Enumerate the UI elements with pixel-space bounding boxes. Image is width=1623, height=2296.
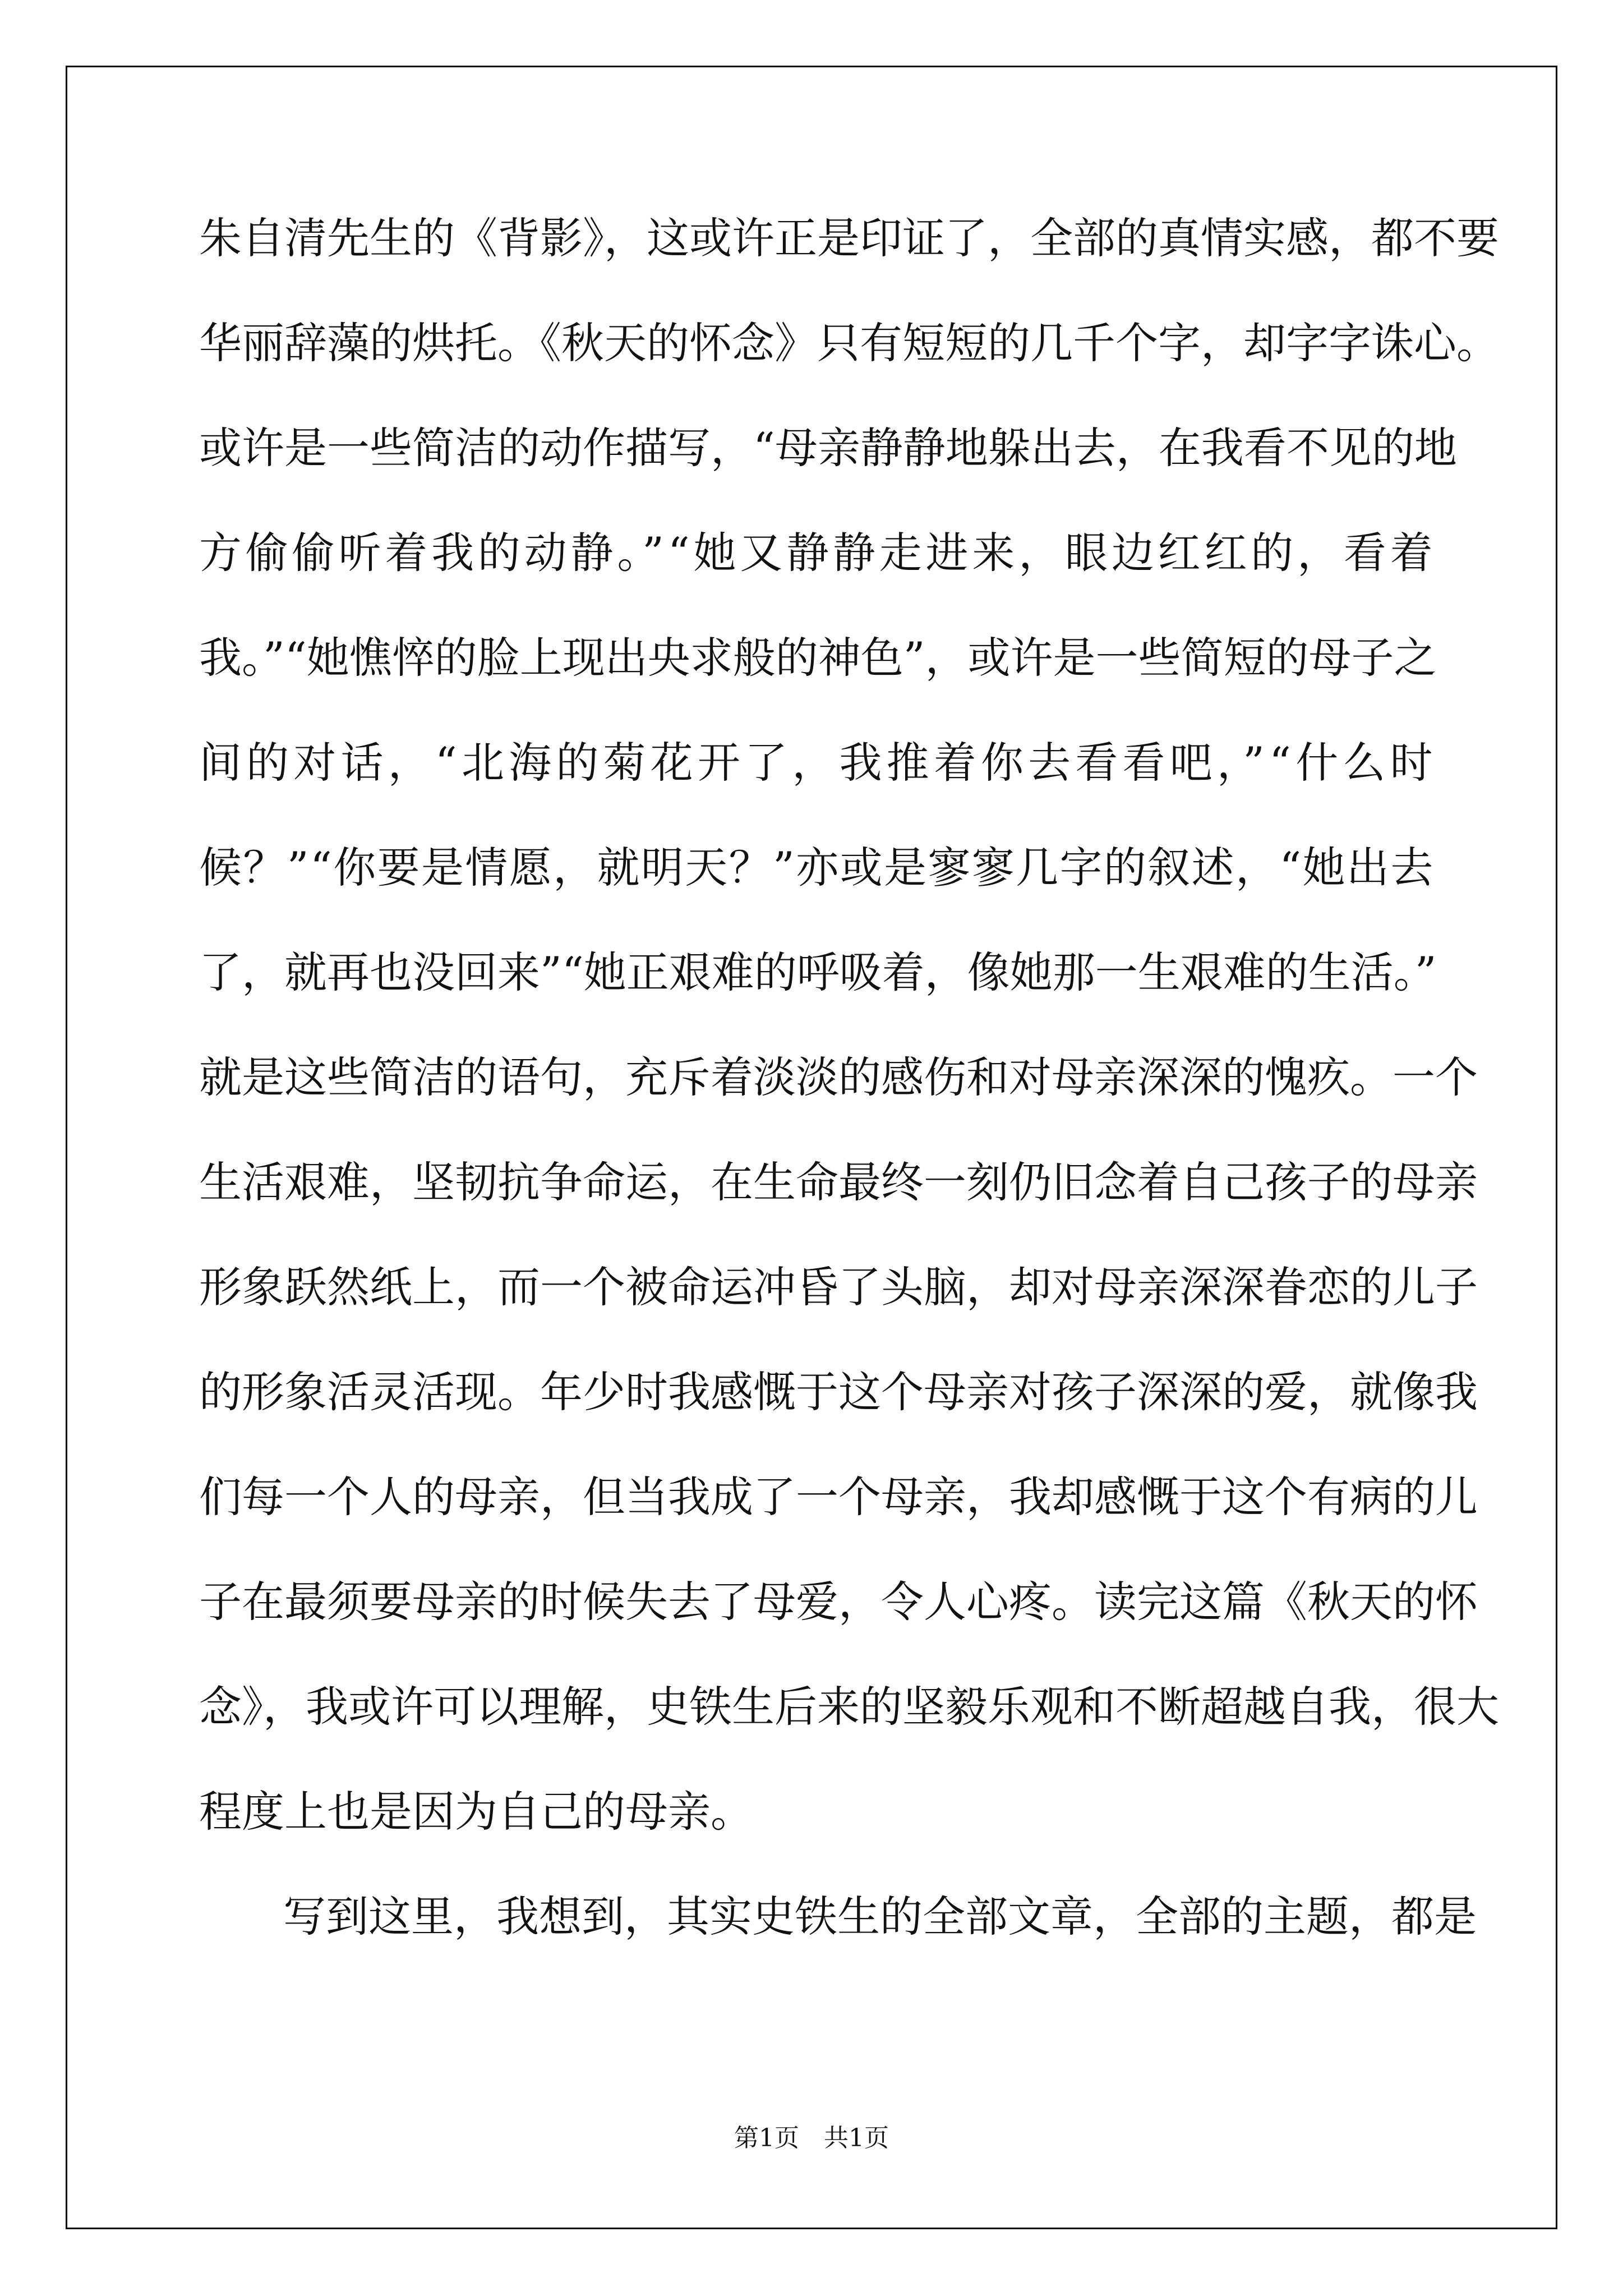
text-line: 们每一个人的母亲，但当我成了一个母亲，我却感慨于这个有病的儿	[199, 1472, 1478, 1522]
text-line: 或许是一些简洁的动作描写，“母亲静静地躲出去，在我看不见的地	[199, 423, 1457, 473]
text-line: 就是这些简洁的语句，充斥着淡淡的感伤和对母亲深深的愧疚。一个	[199, 1052, 1478, 1102]
text-line: 我。”“她憔悴的脸上现出央求般的神色”，或许是一些简短的母子之	[199, 633, 1437, 683]
text-line-indented: 写到这里，我想到，其实史铁生的全部文章，全部的主题，都是	[283, 1892, 1477, 1941]
text-line: 间的对话，“北海的菊花开了，我推着你去看看吧，”“什么时	[199, 738, 1437, 788]
text-line: 候？”“你要是情愿，就明天？”亦或是寥寥几字的叙述，“她出去	[199, 843, 1435, 892]
text-line: 程度上也是因为自己的母亲。	[199, 1787, 753, 1837]
text-line: 朱自清先生的《背影》，这或许正是印证了，全部的真情实感，都不要	[199, 213, 1499, 263]
page-number-total: 共1页	[824, 2124, 889, 2152]
page-footer	[0, 2122, 1623, 2155]
text-line: 方偷偷听着我的动静。”“她又静静走进来，眼边红红的，看着	[199, 528, 1437, 578]
text-line: 华丽辞藻的烘托。《秋天的怀念》只有短短的几千个字，却字字诛心。	[199, 318, 1499, 368]
page-number-current: 第1页	[734, 2124, 799, 2152]
text-line: 子在最须要母亲的时候失去了母爱，令人心疼。读完这篇《秋天的怀	[199, 1577, 1478, 1627]
text-line: 生活艰难，坚韧抗争命运，在生命最终一刻仍旧念着自己孩子的母亲	[199, 1157, 1478, 1207]
text-line: 了，就再也没回来”“她正艰难的呼吸着，像她那一生艰难的生活。”	[199, 947, 1437, 997]
text-line: 的形象活灵活现。年少时我感慨于这个母亲对孩子深深的爱，就像我	[199, 1367, 1478, 1417]
text-line: 念》，我或许可以理解，史铁生后来的坚毅乐观和不断超越自我，很大	[199, 1682, 1499, 1732]
text-line: 形象跃然纸上，而一个被命运冲昏了头脑，却对母亲深深眷恋的儿子	[199, 1262, 1478, 1312]
